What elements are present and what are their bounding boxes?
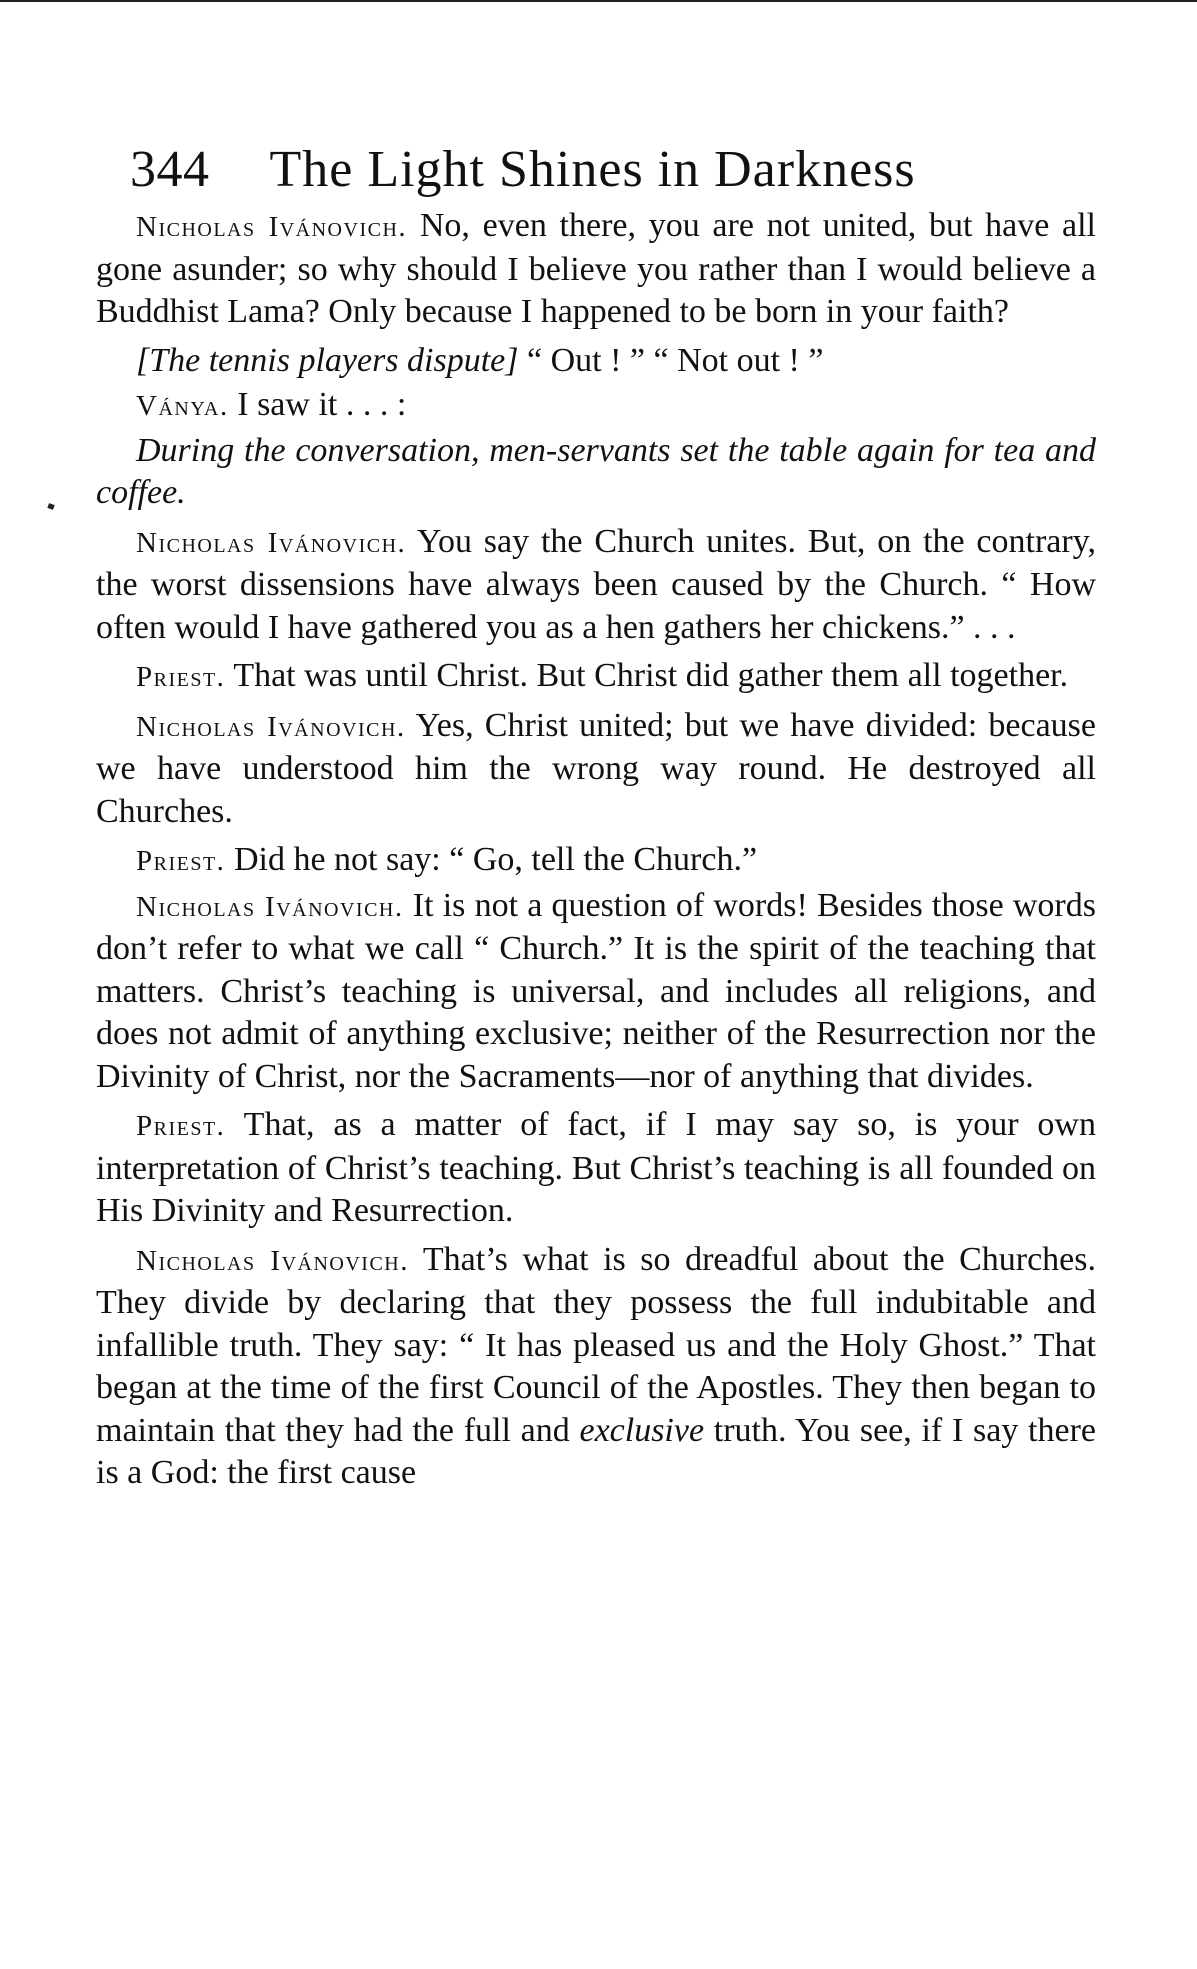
- dialogue-text: Did he not say: “ Go, tell the Church.”: [225, 841, 758, 878]
- speaker-name: Priest.: [136, 661, 226, 693]
- dialogue-text: That was until Christ. But Christ did gather them all together.: [225, 657, 1069, 694]
- dialogue-text: I saw it . . . :: [228, 386, 407, 423]
- dialogue-paragraph-7: [96, 1104, 1096, 1233]
- dialogue-paragraph-8: [96, 1239, 1096, 1495]
- speaker-name: Nicholas Ivánovich.: [136, 526, 407, 559]
- dialogue-text: You say the Church unites. But, on the contrary, the worst dissensions have always been caused by the Church. “ How often would I have gathered you as a hen gathers her chickens.” . . .: [96, 522, 1096, 646]
- speaker-name: Ványa.: [136, 390, 229, 422]
- dialogue-paragraph-3: [96, 655, 1096, 699]
- stage-direction-table: During the conversation, men-servants set the table again for tea and coffee.: [96, 431, 1096, 511]
- dialogue-text: That’s what is so dreadful about the Churches. They divide by declaring that they possess the full indubitable and infallible truth. They say: “ It has pleased us and the Holy Ghost.” That began at the time of the first Council of the Apostles. They then began to maintain that they had the full and: [96, 1240, 1096, 1449]
- dialogue-text: truth. You see, if I say there is a God: the first cause: [96, 1411, 1096, 1491]
- speaker-name: Nicholas Ivánovich.: [136, 211, 408, 243]
- book-page: [96, 140, 1096, 1497]
- dialogue-paragraph-2: [96, 521, 1096, 650]
- speaker-name: Nicholas Ivánovich.: [136, 890, 404, 923]
- speaker-name: Nicholas Ivánovich.: [136, 1244, 409, 1277]
- stage-direction: [The tennis players dispute]: [136, 341, 519, 379]
- dialogue-text: Yes, Christ united; but we have divided: because we have understood him the wrong way round. He destroyed all Churches.: [96, 706, 1096, 830]
- page-header: [130, 140, 1096, 199]
- margin-speck: [47, 503, 54, 510]
- stage-note-tennis: [96, 340, 1096, 383]
- top-border-rule: [0, 0, 1197, 2]
- speaker-name: Nicholas Ivánovich.: [136, 710, 406, 743]
- emphasized-word: exclusive: [579, 1411, 705, 1449]
- dialogue-text: That, as a matter of fact, if I may say so, is your own interpretation of Christ’s teaching. But Christ’s teaching is all founded on His Divinity and Resurrection.: [96, 1106, 1096, 1229]
- dialogue-paragraph-6: [96, 885, 1096, 1099]
- dialogue-text: “ Out ! ” “ Not out ! ”: [518, 341, 824, 379]
- dialogue-text: It is not a question of words! Besides those words don’t refer to what we call “ Church.” It is the spirit of the teaching that matters. Christ’s teaching is universal, and includes all religions, and does not admit of anything exclusive; neither of the Resurrection nor the Divinity of Christ, nor the Sacraments—nor of anything that divides.: [96, 886, 1096, 1095]
- speaker-name: Priest.: [136, 1110, 226, 1142]
- dialogue-paragraph-1: [96, 205, 1096, 334]
- dialogue-paragraph-5: [96, 839, 1096, 883]
- dialogue-text: No, even there, you are not united, but have all gone asunder; so why should I believe you rather than I would believe a Buddhist Lama? Only because I happened to be born in your faith?: [96, 207, 1097, 330]
- dialogue-paragraph-vanya: [96, 384, 1096, 428]
- page-number: 344: [130, 141, 210, 198]
- running-title: The Light Shines in Darkness: [269, 141, 916, 198]
- dialogue-paragraph-4: [96, 705, 1096, 834]
- speaker-name: Priest.: [136, 845, 226, 877]
